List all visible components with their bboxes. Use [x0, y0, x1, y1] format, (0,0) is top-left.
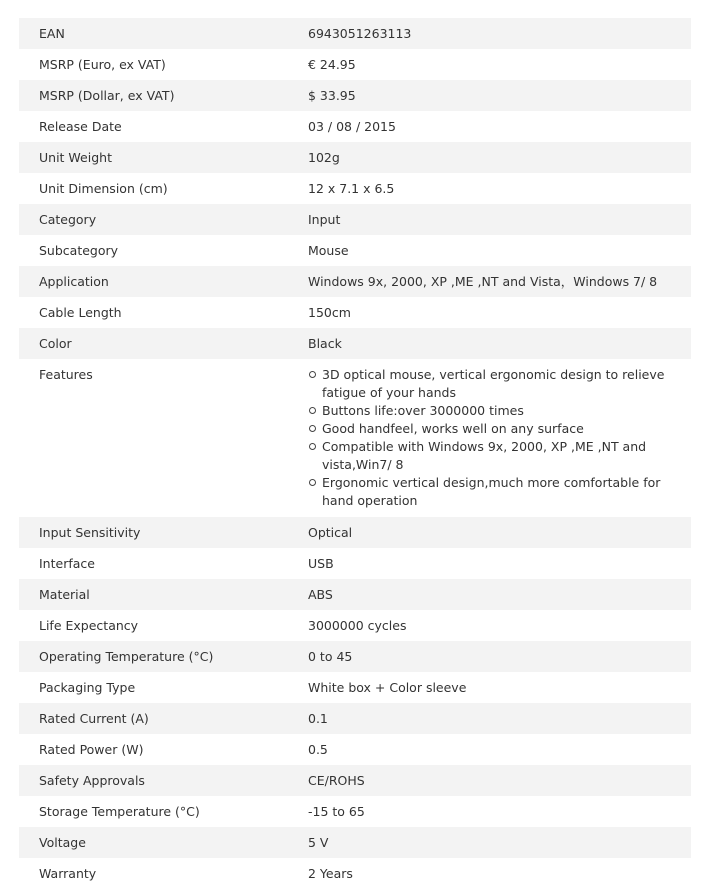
spec-label: Release Date	[19, 111, 288, 142]
spec-row-color	[19, 328, 691, 359]
spec-label: Packaging Type	[19, 672, 288, 703]
spec-row-subcategory	[19, 235, 691, 266]
spec-row-cable-length	[19, 297, 691, 328]
spec-row-safety-approvals	[19, 765, 691, 796]
spec-value: 3000000 cycles	[288, 610, 691, 641]
spec-value: CE/ROHS	[288, 765, 691, 796]
spec-label: Unit Dimension (cm)	[19, 173, 288, 204]
spec-label: Life Expectancy	[19, 610, 288, 641]
spec-value: 0.1	[288, 703, 691, 734]
spec-row-warranty	[19, 858, 691, 889]
spec-row-life-expectancy	[19, 610, 691, 641]
spec-row-packaging-type	[19, 672, 691, 703]
bullet-icon	[309, 371, 316, 378]
spec-label: Subcategory	[19, 235, 288, 266]
spec-value: 102g	[288, 142, 691, 173]
spec-value: Mouse	[288, 235, 691, 266]
spec-label: Material	[19, 579, 288, 610]
spec-value: Windows 9x, 2000, XP ,ME ,NT and Vista，Windows 7/ 8	[288, 266, 691, 297]
spec-value: Input	[288, 204, 691, 235]
spec-value: 0 to 45	[288, 641, 691, 672]
spec-row-rated-current	[19, 703, 691, 734]
spec-value: Black	[288, 328, 691, 359]
spec-value: 0.5	[288, 734, 691, 765]
spec-row-msrp-dollar	[19, 80, 691, 111]
spec-row-features	[19, 359, 691, 517]
spec-label: Operating Temperature (°C)	[19, 641, 288, 672]
spec-label: Color	[19, 328, 288, 359]
spec-label: EAN	[19, 18, 288, 49]
spec-value: 150cm	[288, 297, 691, 328]
spec-value: USB	[288, 548, 691, 579]
specifications-table	[19, 18, 691, 889]
spec-value: 12 x 7.1 x 6.5	[288, 173, 691, 204]
spec-label: Warranty	[19, 858, 288, 889]
bullet-icon	[309, 425, 316, 432]
spec-label: Voltage	[19, 827, 288, 858]
spec-row-ean	[19, 18, 691, 49]
spec-row-voltage	[19, 827, 691, 858]
spec-value: ABS	[288, 579, 691, 610]
feature-text: Ergonomic vertical design,much more comfortable for hand operation	[322, 475, 661, 508]
spec-row-input-sensitivity	[19, 517, 691, 548]
spec-value: $ 33.95	[288, 80, 691, 111]
spec-value: 6943051263113	[288, 18, 691, 49]
spec-value	[288, 359, 691, 517]
spec-label: Features	[19, 359, 288, 517]
spec-row-operating-temperature	[19, 641, 691, 672]
spec-row-rated-power	[19, 734, 691, 765]
spec-label: Safety Approvals	[19, 765, 288, 796]
spec-value: 2 Years	[288, 858, 691, 889]
spec-value: € 24.95	[288, 49, 691, 80]
spec-value: -15 to 65	[288, 796, 691, 827]
feature-item	[308, 420, 672, 438]
bullet-icon	[309, 407, 316, 414]
spec-label: Category	[19, 204, 288, 235]
spec-row-storage-temperature	[19, 796, 691, 827]
spec-label: Unit Weight	[19, 142, 288, 173]
spec-row-msrp-euro	[19, 49, 691, 80]
feature-text: Compatible with Windows 9x, 2000, XP ,ME ,NT and vista,Win7/ 8	[322, 439, 647, 472]
spec-row-material	[19, 579, 691, 610]
spec-label: MSRP (Euro, ex VAT)	[19, 49, 288, 80]
feature-item	[308, 438, 672, 474]
feature-item	[308, 366, 672, 402]
spec-value: 5 V	[288, 827, 691, 858]
feature-item	[308, 474, 672, 510]
spec-label: Application	[19, 266, 288, 297]
spec-label: Cable Length	[19, 297, 288, 328]
feature-text: 3D optical mouse, vertical ergonomic design to relieve fatigue of your hands	[322, 367, 665, 400]
spec-row-interface	[19, 548, 691, 579]
spec-value: White box + Color sleeve	[288, 672, 691, 703]
spec-label: MSRP (Dollar, ex VAT)	[19, 80, 288, 111]
spec-value: Optical	[288, 517, 691, 548]
spec-label: Storage Temperature (°C)	[19, 796, 288, 827]
feature-item	[308, 402, 672, 420]
feature-text: Good handfeel, works well on any surface	[322, 421, 584, 436]
bullet-icon	[309, 479, 316, 486]
spec-row-application	[19, 266, 691, 297]
spec-label: Rated Power (W)	[19, 734, 288, 765]
spec-label: Rated Current (A)	[19, 703, 288, 734]
features-list	[308, 366, 691, 510]
bullet-icon	[309, 443, 316, 450]
spec-label: Input Sensitivity	[19, 517, 288, 548]
spec-row-category	[19, 204, 691, 235]
spec-value: 03 / 08 / 2015	[288, 111, 691, 142]
spec-label: Interface	[19, 548, 288, 579]
spec-row-unit-weight	[19, 142, 691, 173]
spec-row-unit-dimension	[19, 173, 691, 204]
feature-text: Buttons life:over 3000000 times	[322, 403, 524, 418]
spec-row-release-date	[19, 111, 691, 142]
